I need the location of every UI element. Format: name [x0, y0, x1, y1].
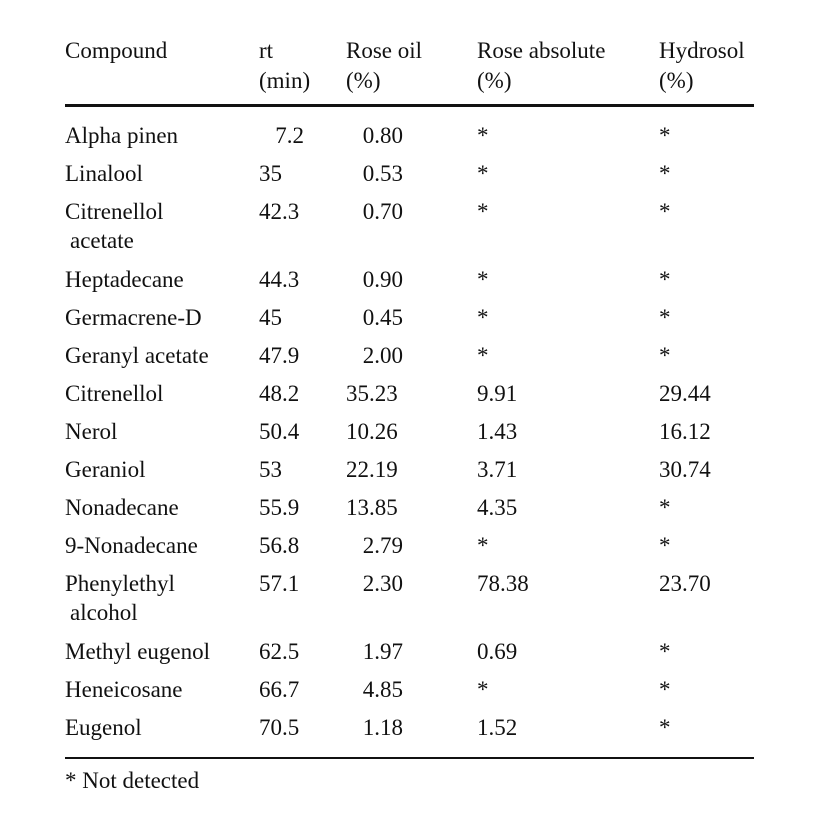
- header-hydrosol-line1: Hydrosol: [659, 38, 745, 63]
- cell-compound: [65, 197, 163, 255]
- cell-hydrosol: *: [659, 305, 671, 330]
- cell-rose-oil: 1.97: [362, 639, 403, 664]
- header-rose-absolute-line2: (%): [477, 68, 512, 93]
- table-row: [65, 713, 754, 751]
- cell-rose-oil: 10.26: [346, 419, 398, 444]
- table-row: [65, 569, 754, 637]
- cell-compound: Citrenellol: [65, 381, 164, 406]
- cell-hydrosol: *: [659, 343, 671, 368]
- cell-rose-absolute: *: [477, 305, 489, 330]
- cell-compound: Alpha pinen: [65, 123, 179, 148]
- cell-rose-absolute: *: [477, 199, 489, 224]
- table-row: [65, 675, 754, 713]
- cell-hydrosol: *: [659, 677, 671, 702]
- cell-rose-oil: 0.80: [362, 123, 403, 148]
- cell-rose-oil: 4.85: [362, 677, 403, 702]
- cell-compound: Germacrene-D: [65, 305, 202, 330]
- cell-rt: 47.9: [259, 343, 300, 368]
- cell-compound-line2: alcohol: [70, 600, 138, 625]
- cell-rose-oil: 22.19: [346, 457, 398, 482]
- table-row: [65, 455, 754, 493]
- header-hydrosol: [659, 36, 745, 96]
- cell-rt: 35: [259, 161, 282, 186]
- cell-rose-absolute: *: [477, 123, 489, 148]
- cell-compound: Nonadecane: [65, 495, 179, 520]
- cell-rt: 50.4: [259, 419, 300, 444]
- cell-compound: Geraniol: [65, 457, 146, 482]
- cell-compound: Heptadecane: [65, 267, 184, 292]
- cell-rt: 66.7: [259, 677, 300, 702]
- header-rt-line1: rt: [259, 38, 274, 63]
- table-row: [65, 197, 754, 265]
- cell-rt: 7.2: [275, 123, 304, 148]
- table-row: [65, 417, 754, 455]
- cell-compound: Heneicosane: [65, 677, 183, 702]
- cell-rt: 44.3: [259, 267, 300, 292]
- cell-rt: 53: [259, 457, 282, 482]
- cell-rose-oil: 35.23: [346, 381, 398, 406]
- cell-hydrosol: *: [659, 495, 671, 520]
- table-row: [65, 121, 754, 159]
- cell-rose-oil: 2.79: [362, 533, 403, 558]
- cell-rt: 45: [259, 305, 282, 330]
- table-row: [65, 379, 754, 417]
- cell-rose-absolute: 78.38: [477, 571, 529, 596]
- cell-compound: Eugenol: [65, 715, 142, 740]
- cell-hydrosol: 23.70: [659, 571, 711, 596]
- cell-rose-absolute: *: [477, 343, 489, 368]
- cell-compound: Linalool: [65, 161, 143, 186]
- cell-rose-absolute: *: [477, 533, 489, 558]
- cell-rt: 55.9: [259, 495, 300, 520]
- header-rose-absolute-line1: Rose absolute: [477, 38, 606, 63]
- cell-compound: 9-Nonadecane: [65, 533, 198, 558]
- table-header: [65, 36, 754, 104]
- cell-rose-oil: 0.70: [362, 199, 403, 224]
- header-hydrosol-line2: (%): [659, 68, 694, 93]
- cell-rt: 57.1: [259, 571, 300, 596]
- cell-hydrosol: 30.74: [659, 457, 711, 482]
- cell-rose-oil: 13.85: [346, 495, 398, 520]
- cell-hydrosol: *: [659, 715, 671, 740]
- table-row: [65, 531, 754, 569]
- table-row: [65, 303, 754, 341]
- cell-rose-absolute: *: [477, 161, 489, 186]
- cell-compound: Nerol: [65, 419, 118, 444]
- compound-table: [65, 36, 754, 751]
- cell-rose-oil: 0.45: [362, 305, 403, 330]
- header-rose-oil: [346, 36, 422, 96]
- cell-hydrosol: *: [659, 267, 671, 292]
- cell-rose-absolute: *: [477, 677, 489, 702]
- cell-rose-oil: 2.00: [362, 343, 403, 368]
- cell-hydrosol: 16.12: [659, 419, 711, 444]
- cell-compound-line1: Citrenellol: [65, 199, 164, 224]
- cell-compound-line2: acetate: [70, 228, 134, 253]
- cell-rose-absolute: *: [477, 267, 489, 292]
- header-compound: Compound: [65, 38, 168, 63]
- cell-rt: 48.2: [259, 381, 300, 406]
- cell-rt: 62.5: [259, 639, 300, 664]
- cell-rose-absolute: 3.71: [477, 457, 518, 482]
- cell-rose-oil: 0.53: [362, 161, 403, 186]
- cell-compound: Methyl eugenol: [65, 639, 210, 664]
- cell-rose-oil: 1.18: [362, 715, 403, 740]
- table-row: [65, 265, 754, 303]
- cell-compound: Geranyl acetate: [65, 343, 209, 368]
- cell-rose-oil: 2.30: [362, 571, 403, 596]
- table-row: [65, 341, 754, 379]
- cell-compound: [65, 569, 175, 627]
- header-rule: [65, 104, 754, 107]
- table-row: [65, 637, 754, 675]
- table-row: [65, 493, 754, 531]
- header-rt-line2: (min): [259, 68, 311, 93]
- cell-rose-absolute: 4.35: [477, 495, 518, 520]
- cell-hydrosol: *: [659, 123, 671, 148]
- cell-compound-line1: Phenylethyl: [65, 571, 175, 596]
- cell-rose-absolute: 1.52: [477, 715, 518, 740]
- cell-hydrosol: *: [659, 161, 671, 186]
- header-rt: [259, 36, 310, 96]
- cell-rt: 42.3: [259, 199, 300, 224]
- cell-hydrosol: *: [659, 639, 671, 664]
- table-footnote: * Not detected: [65, 768, 200, 793]
- cell-hydrosol: *: [659, 533, 671, 558]
- header-rose-absolute: [477, 36, 605, 96]
- cell-rose-absolute: 0.69: [477, 639, 518, 664]
- table-row: [65, 159, 754, 197]
- cell-rt: 70.5: [259, 715, 300, 740]
- bottom-rule: [65, 757, 754, 759]
- cell-rose-absolute: 9.91: [477, 381, 518, 406]
- cell-hydrosol: *: [659, 199, 671, 224]
- header-rose-oil-line1: Rose oil: [346, 38, 423, 63]
- header-rose-oil-line2: (%): [346, 68, 381, 93]
- cell-rose-absolute: 1.43: [477, 419, 518, 444]
- cell-rt: 56.8: [259, 533, 300, 558]
- cell-rose-oil: 0.90: [362, 267, 403, 292]
- cell-hydrosol: 29.44: [659, 381, 711, 406]
